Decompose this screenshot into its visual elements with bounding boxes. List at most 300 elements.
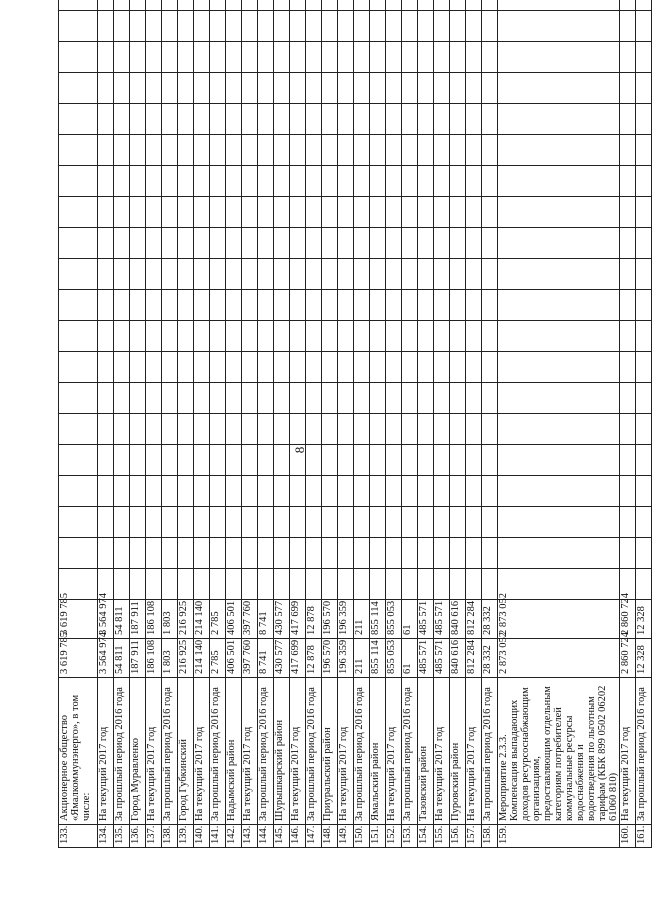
empty-cell <box>338 73 354 104</box>
empty-cell <box>354 507 370 538</box>
empty-cell <box>466 476 482 507</box>
table-row <box>466 0 482 848</box>
empty-cell <box>306 259 322 290</box>
empty-cell <box>370 290 386 321</box>
empty-cell <box>274 0 290 11</box>
empty-cell <box>498 321 620 352</box>
empty-cell <box>242 11 258 42</box>
empty-cell <box>178 383 194 414</box>
empty-cell <box>498 476 620 507</box>
empty-cell <box>258 321 274 352</box>
row-number: 154. <box>418 825 434 848</box>
empty-cell <box>226 383 242 414</box>
empty-cell <box>290 73 306 104</box>
row-amount-total: 397 760 <box>242 600 258 639</box>
row-amount-plan: 196 570 <box>322 639 338 678</box>
row-number: 160. <box>620 825 636 848</box>
empty-cell <box>620 352 636 383</box>
empty-cell <box>242 73 258 104</box>
empty-cell <box>290 383 306 414</box>
empty-cell <box>290 352 306 383</box>
empty-cell <box>386 166 402 197</box>
empty-cell <box>434 42 450 73</box>
empty-cell <box>98 414 114 445</box>
empty-cell <box>130 197 146 228</box>
row-amount-plan: 28 332 <box>482 639 498 678</box>
empty-cell <box>402 42 418 73</box>
empty-cell <box>162 259 178 290</box>
empty-cell <box>466 73 482 104</box>
empty-cell <box>258 73 274 104</box>
empty-cell <box>306 445 322 476</box>
row-amount-plan: 2 873 052 <box>498 639 620 678</box>
row-name: На текущий 2017 год <box>146 678 162 825</box>
empty-cell <box>258 445 274 476</box>
empty-cell <box>210 197 226 228</box>
row-amount-total: 406 501 <box>226 600 242 639</box>
empty-cell <box>418 259 434 290</box>
empty-cell <box>402 73 418 104</box>
table-row <box>178 0 194 848</box>
empty-cell <box>322 166 338 197</box>
row-amount-total: 12 878 <box>306 600 322 639</box>
empty-cell <box>482 197 498 228</box>
row-number: 161. <box>636 825 652 848</box>
empty-cell <box>434 383 450 414</box>
empty-cell <box>498 104 620 135</box>
empty-cell <box>290 321 306 352</box>
empty-cell <box>146 383 162 414</box>
empty-cell <box>466 290 482 321</box>
empty-cell <box>418 352 434 383</box>
empty-cell <box>258 414 274 445</box>
empty-cell <box>386 104 402 135</box>
empty-cell <box>450 104 466 135</box>
empty-cell <box>354 538 370 569</box>
row-amount-total: 28 332 <box>482 600 498 639</box>
row-number: 158. <box>482 825 498 848</box>
empty-cell <box>98 476 114 507</box>
row-amount-total: 61 <box>402 600 418 639</box>
empty-cell <box>130 228 146 259</box>
empty-cell <box>402 569 418 600</box>
empty-cell <box>386 352 402 383</box>
row-amount-plan: 840 616 <box>450 639 466 678</box>
empty-cell <box>194 476 210 507</box>
empty-cell <box>370 166 386 197</box>
row-amount-total: 485 571 <box>418 600 434 639</box>
empty-cell <box>162 445 178 476</box>
empty-cell <box>354 73 370 104</box>
table-row <box>482 0 498 848</box>
row-name: За прошлый период 2016 года <box>402 678 418 825</box>
empty-cell <box>322 507 338 538</box>
empty-cell <box>258 228 274 259</box>
empty-cell <box>450 0 466 11</box>
empty-cell <box>130 445 146 476</box>
empty-cell <box>162 321 178 352</box>
empty-cell <box>98 11 114 42</box>
table-row <box>306 0 322 848</box>
empty-cell <box>146 538 162 569</box>
table-row <box>162 0 178 848</box>
empty-cell <box>306 476 322 507</box>
empty-cell <box>466 383 482 414</box>
empty-cell <box>210 166 226 197</box>
empty-cell <box>620 538 636 569</box>
empty-cell <box>620 166 636 197</box>
empty-cell <box>636 42 652 73</box>
empty-cell <box>450 476 466 507</box>
empty-cell <box>620 321 636 352</box>
empty-cell <box>498 290 620 321</box>
empty-cell <box>620 476 636 507</box>
empty-cell <box>418 228 434 259</box>
empty-cell <box>162 104 178 135</box>
empty-cell <box>620 383 636 414</box>
empty-cell <box>450 259 466 290</box>
empty-cell <box>210 414 226 445</box>
row-name: Мероприятие 2.3.3. Компенсация выпадающих доходов ресурсоснабжающим организациям, предоставляющим отдельным категориям потребителей коммунальные ресурсы водоснабжения и водоотведения по льготным тарифам (КБК 899 0502 06202 61060 810) <box>498 678 620 825</box>
empty-cell <box>226 228 242 259</box>
empty-cell <box>418 166 434 197</box>
empty-cell <box>194 538 210 569</box>
empty-cell <box>418 321 434 352</box>
row-amount-plan: 12 878 <box>306 639 322 678</box>
empty-cell <box>98 104 114 135</box>
row-amount-plan: 417 699 <box>290 639 306 678</box>
empty-cell <box>482 321 498 352</box>
empty-cell <box>338 135 354 166</box>
empty-cell <box>338 104 354 135</box>
empty-cell <box>498 135 620 166</box>
empty-cell <box>59 11 98 42</box>
empty-cell <box>146 321 162 352</box>
empty-cell <box>98 383 114 414</box>
row-amount-plan: 3 564 974 <box>98 639 114 678</box>
empty-cell <box>194 197 210 228</box>
empty-cell <box>620 259 636 290</box>
empty-cell <box>146 73 162 104</box>
empty-cell <box>322 0 338 11</box>
empty-cell <box>162 538 178 569</box>
empty-cell <box>434 445 450 476</box>
row-name: Акционерное общество «Ямалкоммунэнерго», в том числе: <box>59 678 98 825</box>
empty-cell <box>306 11 322 42</box>
empty-cell <box>322 352 338 383</box>
empty-cell <box>636 445 652 476</box>
empty-cell <box>114 321 130 352</box>
empty-cell <box>290 445 306 476</box>
row-amount-plan: 216 925 <box>178 639 194 678</box>
empty-cell <box>354 569 370 600</box>
empty-cell <box>402 11 418 42</box>
row-number: 155. <box>434 825 450 848</box>
empty-cell <box>242 507 258 538</box>
row-amount-plan: 3 619 785 <box>59 639 98 678</box>
empty-cell <box>210 104 226 135</box>
empty-cell <box>498 166 620 197</box>
empty-cell <box>210 259 226 290</box>
empty-cell <box>194 445 210 476</box>
empty-cell <box>146 445 162 476</box>
empty-cell <box>322 104 338 135</box>
empty-cell <box>636 476 652 507</box>
empty-cell <box>59 445 98 476</box>
empty-cell <box>450 383 466 414</box>
row-amount-plan: 855 053 <box>386 639 402 678</box>
page-number: 8 <box>292 446 307 454</box>
row-amount-total: 840 616 <box>450 600 466 639</box>
empty-cell <box>306 166 322 197</box>
empty-cell <box>620 73 636 104</box>
empty-cell <box>322 290 338 321</box>
empty-cell <box>306 290 322 321</box>
row-name: За прошлый период 2016 года <box>210 678 226 825</box>
empty-cell <box>178 445 194 476</box>
empty-cell <box>59 135 98 166</box>
empty-cell <box>418 538 434 569</box>
empty-cell <box>386 42 402 73</box>
empty-cell <box>98 538 114 569</box>
empty-cell <box>130 414 146 445</box>
row-amount-plan: 196 359 <box>338 639 354 678</box>
empty-cell <box>354 42 370 73</box>
empty-cell <box>146 414 162 445</box>
empty-cell <box>354 445 370 476</box>
empty-cell <box>402 383 418 414</box>
empty-cell <box>498 73 620 104</box>
empty-cell <box>370 414 386 445</box>
empty-cell <box>59 259 98 290</box>
empty-cell <box>194 135 210 166</box>
empty-cell <box>178 414 194 445</box>
empty-cell <box>450 507 466 538</box>
empty-cell <box>306 538 322 569</box>
row-number: 135. <box>114 825 130 848</box>
row-name: Пуровский район <box>450 678 466 825</box>
empty-cell <box>114 42 130 73</box>
empty-cell <box>98 352 114 383</box>
empty-cell <box>258 290 274 321</box>
empty-cell <box>418 104 434 135</box>
empty-cell <box>354 414 370 445</box>
empty-cell <box>354 476 370 507</box>
empty-cell <box>226 321 242 352</box>
empty-cell <box>210 228 226 259</box>
empty-cell <box>274 228 290 259</box>
empty-cell <box>258 42 274 73</box>
row-amount-plan: 61 <box>402 639 418 678</box>
empty-cell <box>434 569 450 600</box>
empty-cell <box>402 321 418 352</box>
table-row <box>274 0 290 848</box>
empty-cell <box>450 228 466 259</box>
empty-cell <box>194 42 210 73</box>
empty-cell <box>226 538 242 569</box>
empty-cell <box>386 445 402 476</box>
row-name: Город Губкинский <box>178 678 194 825</box>
empty-cell <box>98 507 114 538</box>
empty-cell <box>338 569 354 600</box>
empty-cell <box>354 383 370 414</box>
row-amount-plan: 485 571 <box>434 639 450 678</box>
empty-cell <box>636 569 652 600</box>
empty-cell <box>274 135 290 166</box>
row-name: Приуральский район <box>322 678 338 825</box>
empty-cell <box>258 166 274 197</box>
empty-cell <box>290 507 306 538</box>
row-amount-total: 812 284 <box>466 600 482 639</box>
empty-cell <box>194 0 210 11</box>
empty-cell <box>306 0 322 11</box>
empty-cell <box>636 414 652 445</box>
row-number: 156. <box>450 825 466 848</box>
empty-cell <box>178 197 194 228</box>
empty-cell <box>114 11 130 42</box>
empty-cell <box>418 290 434 321</box>
empty-cell <box>450 569 466 600</box>
row-number: 145. <box>274 825 290 848</box>
empty-cell <box>226 259 242 290</box>
empty-cell <box>210 383 226 414</box>
empty-cell <box>146 104 162 135</box>
row-number: 152. <box>386 825 402 848</box>
empty-cell <box>402 538 418 569</box>
empty-cell <box>434 259 450 290</box>
empty-cell <box>338 538 354 569</box>
empty-cell <box>306 42 322 73</box>
empty-cell <box>258 383 274 414</box>
empty-cell <box>178 11 194 42</box>
empty-cell <box>178 104 194 135</box>
table-row <box>636 0 652 848</box>
empty-cell <box>146 228 162 259</box>
empty-cell <box>370 445 386 476</box>
empty-cell <box>162 507 178 538</box>
empty-cell <box>386 290 402 321</box>
empty-cell <box>114 259 130 290</box>
empty-cell <box>210 445 226 476</box>
empty-cell <box>162 476 178 507</box>
empty-cell <box>370 383 386 414</box>
empty-cell <box>636 73 652 104</box>
empty-cell <box>130 42 146 73</box>
empty-cell <box>370 507 386 538</box>
empty-cell <box>146 259 162 290</box>
empty-cell <box>402 352 418 383</box>
empty-cell <box>386 135 402 166</box>
empty-cell <box>274 42 290 73</box>
empty-cell <box>274 73 290 104</box>
row-amount-plan: 812 284 <box>466 639 482 678</box>
empty-cell <box>322 73 338 104</box>
empty-cell <box>386 11 402 42</box>
empty-cell <box>226 135 242 166</box>
empty-cell <box>434 228 450 259</box>
empty-cell <box>194 352 210 383</box>
empty-cell <box>226 197 242 228</box>
empty-cell <box>370 42 386 73</box>
empty-cell <box>258 197 274 228</box>
empty-cell <box>402 104 418 135</box>
empty-cell <box>498 259 620 290</box>
empty-cell <box>59 352 98 383</box>
row-name: Шурышкарский район <box>274 678 290 825</box>
empty-cell <box>338 383 354 414</box>
empty-cell <box>59 0 98 11</box>
empty-cell <box>162 569 178 600</box>
empty-cell <box>482 476 498 507</box>
row-number: 133. <box>59 825 98 848</box>
empty-cell <box>178 73 194 104</box>
empty-cell <box>450 352 466 383</box>
empty-cell <box>98 73 114 104</box>
row-number: 148. <box>322 825 338 848</box>
empty-cell <box>162 228 178 259</box>
empty-cell <box>226 352 242 383</box>
empty-cell <box>258 0 274 11</box>
row-name: На текущий 2017 год <box>242 678 258 825</box>
empty-cell <box>450 321 466 352</box>
empty-cell <box>178 290 194 321</box>
table-row <box>242 0 258 848</box>
empty-cell <box>386 538 402 569</box>
empty-cell <box>482 0 498 11</box>
empty-cell <box>386 73 402 104</box>
empty-cell <box>306 197 322 228</box>
empty-cell <box>274 11 290 42</box>
row-number: 157. <box>466 825 482 848</box>
empty-cell <box>306 73 322 104</box>
empty-cell <box>322 42 338 73</box>
empty-cell <box>258 104 274 135</box>
empty-cell <box>242 42 258 73</box>
empty-cell <box>242 476 258 507</box>
empty-cell <box>322 414 338 445</box>
row-name: На текущий 2017 год <box>466 678 482 825</box>
empty-cell <box>59 290 98 321</box>
row-number: 142. <box>226 825 242 848</box>
row-number: 137. <box>146 825 162 848</box>
empty-cell <box>418 414 434 445</box>
budget-table <box>58 0 652 848</box>
empty-cell <box>178 352 194 383</box>
row-amount-plan: 397 760 <box>242 639 258 678</box>
empty-cell <box>226 569 242 600</box>
empty-cell <box>226 42 242 73</box>
empty-cell <box>338 0 354 11</box>
rotated-table-container <box>58 16 647 848</box>
empty-cell <box>402 445 418 476</box>
empty-cell <box>338 166 354 197</box>
empty-cell <box>146 0 162 11</box>
empty-cell <box>466 104 482 135</box>
empty-cell <box>210 0 226 11</box>
empty-cell <box>162 135 178 166</box>
empty-cell <box>498 414 620 445</box>
table-row <box>370 0 386 848</box>
row-amount-plan: 855 114 <box>370 639 386 678</box>
row-name: На текущий 2017 год <box>434 678 450 825</box>
empty-cell <box>354 135 370 166</box>
empty-cell <box>370 104 386 135</box>
row-number: 136. <box>130 825 146 848</box>
empty-cell <box>194 290 210 321</box>
empty-cell <box>620 42 636 73</box>
empty-cell <box>338 228 354 259</box>
empty-cell <box>130 569 146 600</box>
